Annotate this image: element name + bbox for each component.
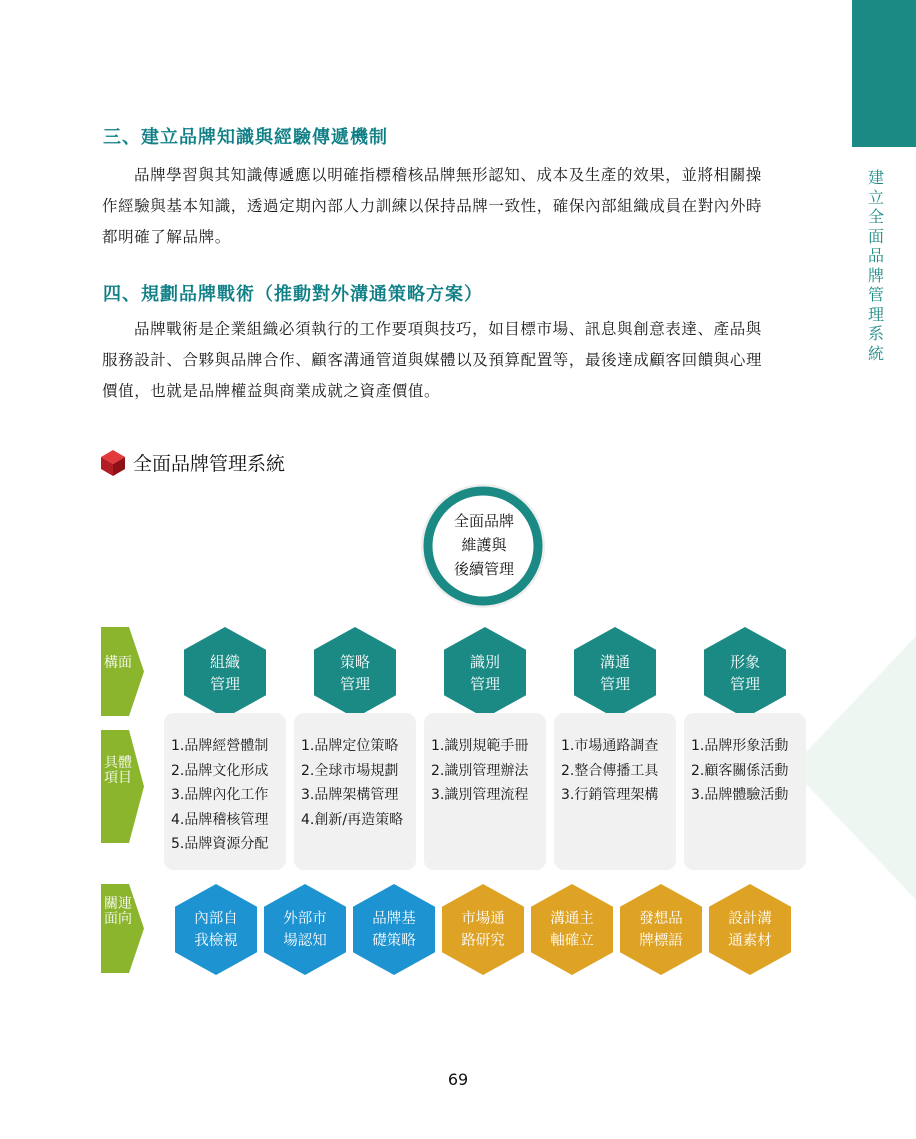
related-line: 溝通主 [550,911,594,927]
facet-hexagon [574,627,656,718]
related-line: 品牌基 [372,911,416,927]
related-hexagon [353,884,435,975]
related-hexagon [620,884,702,975]
facet-name-line: 管理 [209,675,240,693]
facet-item: 4.創新/再造策略 [301,811,404,828]
related-hexagon [175,884,257,975]
related-line: 路研究 [461,933,505,949]
page-number: 69 [447,1070,469,1089]
side-chapter-title: 建立全面品牌管理系統 [867,168,884,363]
related-line: 場認知 [283,933,327,949]
facet-item: 1.品牌經營體制 [171,738,269,754]
facet-name-line: 管理 [469,675,500,693]
related-line: 通素材 [728,933,772,949]
paragraph-line: 作經驗與基本知識，透過定期內部人力訓練以保持品牌一致性，確保內部組織成員在對內外時 [102,197,763,215]
center-label-line: 全面品牌 [453,512,514,530]
facet-item: 4.品牌稽核管理 [171,811,269,828]
related-line: 軸確立 [550,933,594,949]
facet-item: 2.全球市場規劃 [301,762,399,779]
row-label-text: 構面 [104,655,132,671]
facet-name-line: 識別 [469,653,500,671]
related-hexagon [264,884,346,975]
figure-title: 全面品牌管理系統 [133,453,286,475]
related-hexagon [709,884,791,975]
center-label [437,509,531,581]
paragraph-line: 價值，也就是品牌權益與商業成就之資產價值。 [102,382,441,400]
paragraph-line: 服務設計、合夥與品牌合作、顧客溝通管道與媒體以及預算配置等，最後達成顧客回饋與心理 [102,351,763,369]
facet-name-line: 溝通 [599,653,630,671]
facet-item: 2.顧客關係活動 [691,762,789,779]
section-paragraph-4 [102,314,822,407]
facet-item: 1.品牌定位策略 [301,738,399,754]
arrow-shape [101,730,144,843]
row-label-text: 具體項目 [104,755,132,786]
facet-items-card [164,713,286,870]
row-label-related [101,884,144,973]
section-heading-4: 四、規劃品牌戰術（推動對外溝通策略方案） [103,284,483,305]
facet-items-card [294,713,416,870]
facet-hexagon [444,627,526,718]
facet-item: 2.整合傳播工具 [561,762,659,779]
related-line: 內部自 [194,911,238,927]
facet-name-line: 管理 [339,675,370,693]
related-line: 發想品 [639,911,683,927]
facet-hexagon [314,627,396,718]
related-hexagon [531,884,613,975]
facet-item: 2.識別管理辦法 [431,762,529,779]
facet-item: 1.品牌形象活動 [691,738,789,754]
section-heading-3: 三、建立品牌知識與經驗傳遞機制 [103,127,388,148]
related-line: 外部市 [283,911,327,927]
row-label-items [101,730,144,843]
facet-item: 3.品牌體驗活動 [691,787,789,803]
facet-item: 5.品牌資源分配 [171,836,269,852]
facet-hexagon [184,627,266,718]
facet-hexagon [704,627,786,718]
paragraph-line: 品牌戰術是企業組織必須執行的工作要項與技巧，如目標市場、訊息與創意表達、產品與 [134,320,762,338]
facet-item: 3.品牌內化工作 [171,787,269,803]
facet-item: 3.行銷管理架構 [561,787,659,803]
related-line: 設計溝 [728,911,772,927]
facet-name-line: 管理 [729,675,760,693]
related-line: 市場通 [461,911,505,927]
paragraph-line: 品牌學習與其知識傳遞應以明確指標稽核品牌無形認知、成本及生產的效果，並將相關操 [134,166,762,184]
center-label-line: 維護與 [461,536,507,554]
facet-items-card [424,713,546,870]
cube-icon [100,449,126,477]
related-hexagon [442,884,524,975]
facet-name-line: 管理 [599,675,630,693]
related-line: 礎策略 [372,933,416,949]
row-label-facets [101,627,144,716]
related-line: 我檢視 [194,933,238,949]
row-label-text: 關連面向 [104,896,132,927]
facet-item: 2.品牌文化形成 [171,762,269,779]
facet-item: 3.識別管理流程 [431,787,529,803]
facet-name-line: 組織 [209,653,240,671]
facet-name-line: 策略 [339,653,370,671]
facet-items-card [684,713,806,870]
arrow-shape [101,627,144,716]
facet-items-card [554,713,676,870]
facet-item: 1.市場通路調查 [561,738,659,754]
facet-item: 1.識別規範手冊 [431,738,529,754]
section-paragraph-3 [102,160,822,253]
paragraph-line: 都明確了解品牌。 [102,228,231,246]
chapter-tab [852,0,916,147]
center-label-line: 後續管理 [453,560,514,578]
related-line: 牌標語 [639,933,683,949]
facet-name-line: 形象 [729,653,760,671]
facet-item: 3.品牌架構管理 [301,787,399,803]
